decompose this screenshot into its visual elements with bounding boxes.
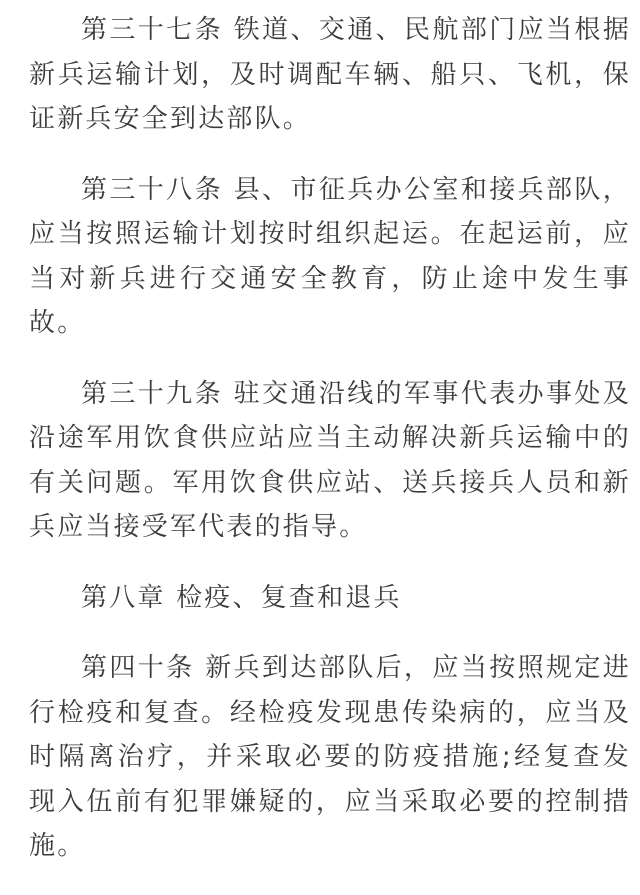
- article-38-text: 县、市征兵办公室和接兵部队，应当按照运输计划按时组织起运。在起运前，应当对新兵进行交通安全教育，防止途中发生事故。: [29, 174, 631, 338]
- chapter-8-title: 检疫、复查和退兵: [176, 582, 402, 613]
- article-38: [29, 168, 631, 346]
- article-40-label: 第四十条: [81, 653, 195, 683]
- article-39: [29, 372, 631, 550]
- article-39-label: 第三十九条: [81, 378, 223, 409]
- document-body: [29, 8, 631, 895]
- chapter-8-label: 第八章: [81, 582, 166, 613]
- article-37: [29, 8, 631, 142]
- article-39-text: 驻交通沿线的军事代表办事处及沿途军用饮食供应站应当主动解决新兵运输中的有关问题。军用饮食供应站、送兵接兵人员和新兵应当接受军代表的指导。: [29, 378, 631, 542]
- chapter-8-heading: [29, 576, 631, 621]
- article-40-text: 新兵到达部队后，应当按照规定进行检疫和复查。经检疫发现患传染病的，应当及时隔离治疗，并采取必要的防疫措施;经复查发现入伍前有犯罪嫌疑的，应当采取必要的控制措施。: [29, 653, 631, 861]
- article-40: [29, 646, 631, 869]
- article-37-text: 铁道、交通、民航部门应当根据新兵运输计划，及时调配车辆、船只、飞机，保证新兵安全到达部队。: [29, 15, 631, 134]
- article-38-label: 第三十八条: [81, 174, 223, 205]
- article-37-label: 第三十七条: [81, 15, 223, 45]
